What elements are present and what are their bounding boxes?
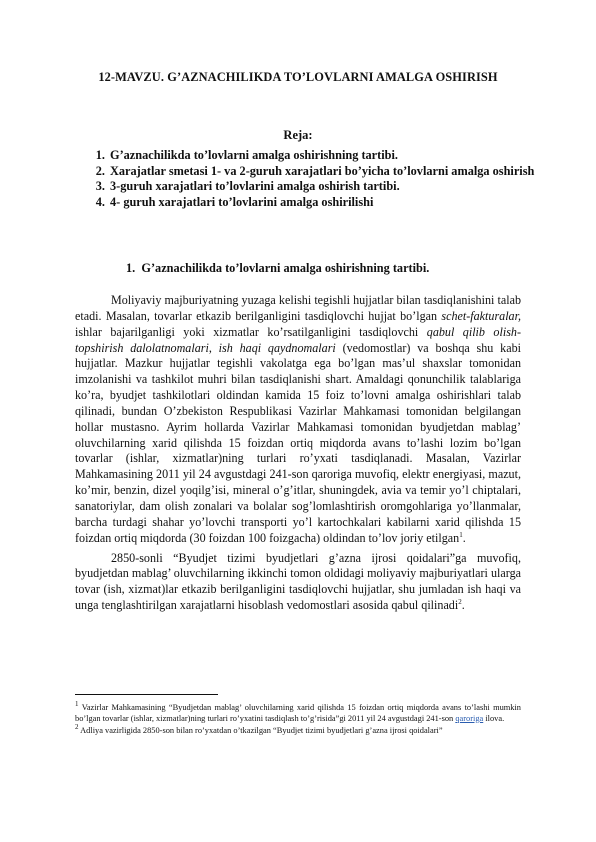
text-run: . [462, 530, 466, 545]
footnote-text: ilova. [483, 713, 505, 723]
text-run: (vedomostlar) va boshqa shu kabi hujjatlar. Mazkur hujjatlar tegishli vakolatga ega bo’lgan mas’ul shaxslar tomonidan imzolanishi va tashkilot muhri bilan tasdiqlanishi shart. Amaldagi qonunchilik talablariga ko’ra, byudjet tashkilotlari oldindan kamida 15 foiz to’lovni amalga oshirishlari talab qilinadi, bundan O’zbekiston Respublikasi Vazirlar Mahkamasi tomonidan belgilangan hollar mustasno. Ayrim hollarda Vazirlar Mahkamasi tomonidan byudjetdan mablag’ oluvchilarning xarid qilishda 15 foizdan ortiq miqdorda avans to’lashi lozim bo’lgan tovarlar (ishlar, xizmatlar)ning turlari ro’yxati tasdiqlanadi. Masalan, Vazirlar Mahkamasining 2011 yil 24 avgustdagi 241-son qaroriga muvofiq, elektr energiyasi, mazut, ko’mir, benzin, dizel yoqilg’isi, mineral o’g’itlar, shuningdek, avia va temir yo’l chiptalari, sanatoriylar, dam olish zonalari va bolalar sog’lomlashtirish oromgohlariga yo’llanmalar, barcha turdagi shahar yo’lovchi transporti yo’l kartochkalari kabilarni xarid qilishda 15 foizdan ortiq miqdorda (30 foizdan 100 foizgacha) oldindan to’lov joriy etilgan [75, 340, 521, 545]
plan-heading: Reja: [283, 128, 313, 142]
footnote-text: Adliya vazirligida 2850-son bilan ro’yxatdan o’tkazilgan “Byudjet tizimi byudjetlari g’azna ijrosi qoidalari” [78, 726, 443, 735]
italic-term: schet-fakturalar, [441, 308, 521, 323]
plan-item: 4. 4- guruh xarajatlari to’lovlarini amalga oshirilishi [108, 195, 536, 211]
document-title: 12-MAVZU. G’AZNACHILIKDA TO’LOVLARNI AMALGA OSHIRISH [98, 70, 498, 84]
plan-item: 2. Xarajatlar smetasi 1- va 2-guruh xarajatlari bo’yicha to’lovlarni amalga oshirish [108, 164, 536, 180]
text-run: Moliyaviy majburiyatning yuzaga kelishi tegishli hujjatlar bilan tasdiqlanishini talab etadi. Masalan, tovarlar etkazib berilganligini tasdiqlovchi hujjat bo’lgan [75, 293, 521, 323]
body-text [75, 293, 521, 614]
footnote-mark: 2 [75, 723, 79, 732]
plan-item: 1. G’aznachilikda to’lovlarni amalga oshirishning tartibi. [108, 148, 536, 164]
footnote-separator [75, 694, 218, 695]
footnote-ref[interactable]: 1 [459, 530, 463, 539]
plan-list [88, 148, 536, 210]
footnotes [75, 700, 521, 739]
italic-term: qabul qilib olish-topshirish dalolatnomalari [75, 324, 521, 355]
footnote-mark: 1 [75, 700, 79, 709]
italic-term: ish haqi qaydnomalari [218, 340, 336, 355]
plan-item: 3. 3-guruh xarajatlari to’lovlarini amalga oshirish tartibi. [108, 179, 536, 195]
text-run: ishlar bajarilganligi yoki xizmatlar ko’rsatilganligini tasdiqlovchi [75, 324, 427, 339]
section-heading-text: G’aznachilikda to’lovlarni amalga oshirishning tartibi. [141, 261, 430, 275]
text-run: . [461, 598, 465, 613]
paragraph [75, 551, 521, 614]
text-run: , [208, 340, 219, 355]
paragraph [75, 293, 521, 547]
text-run: 2850-sonli “Byudjet tizimi byudjetlari g’azna ijrosi qoidalari”ga muvofiq, byudjetdan mablag’ oluvchilarning ikkinchi tomon oldidagi moliyaviy majburiyatlari ularga tovar (ish, xizmat)lar etkazib berilganligini tasdiqlovchi hujjatlar, shu jumladan ish haqi va unga tenglashtirilgan xarajatlarni hisoblash vedomostlari asosida qabul qilinadi [75, 550, 521, 613]
footnote-text: Vazirlar Mahkamasining “Byudjetdan mablag’ oluvchilarning xarid qilishda 15 foizdan ortiq miqdorda avans to’lashi mumkin bo’lgan tovarlar (ishlar, xizmatlar)ning turlari ro’yxatini tasdiqlash to’g’risida”gi 2011 yil 24 avgustdagi 241-son [75, 703, 521, 723]
footnote-ref[interactable]: 2 [458, 598, 462, 606]
footnote [75, 700, 521, 724]
footnote-link[interactable]: qaroriga [455, 713, 484, 723]
section-heading [126, 261, 526, 276]
footnote [75, 723, 521, 737]
section-number: 1. [126, 261, 136, 275]
